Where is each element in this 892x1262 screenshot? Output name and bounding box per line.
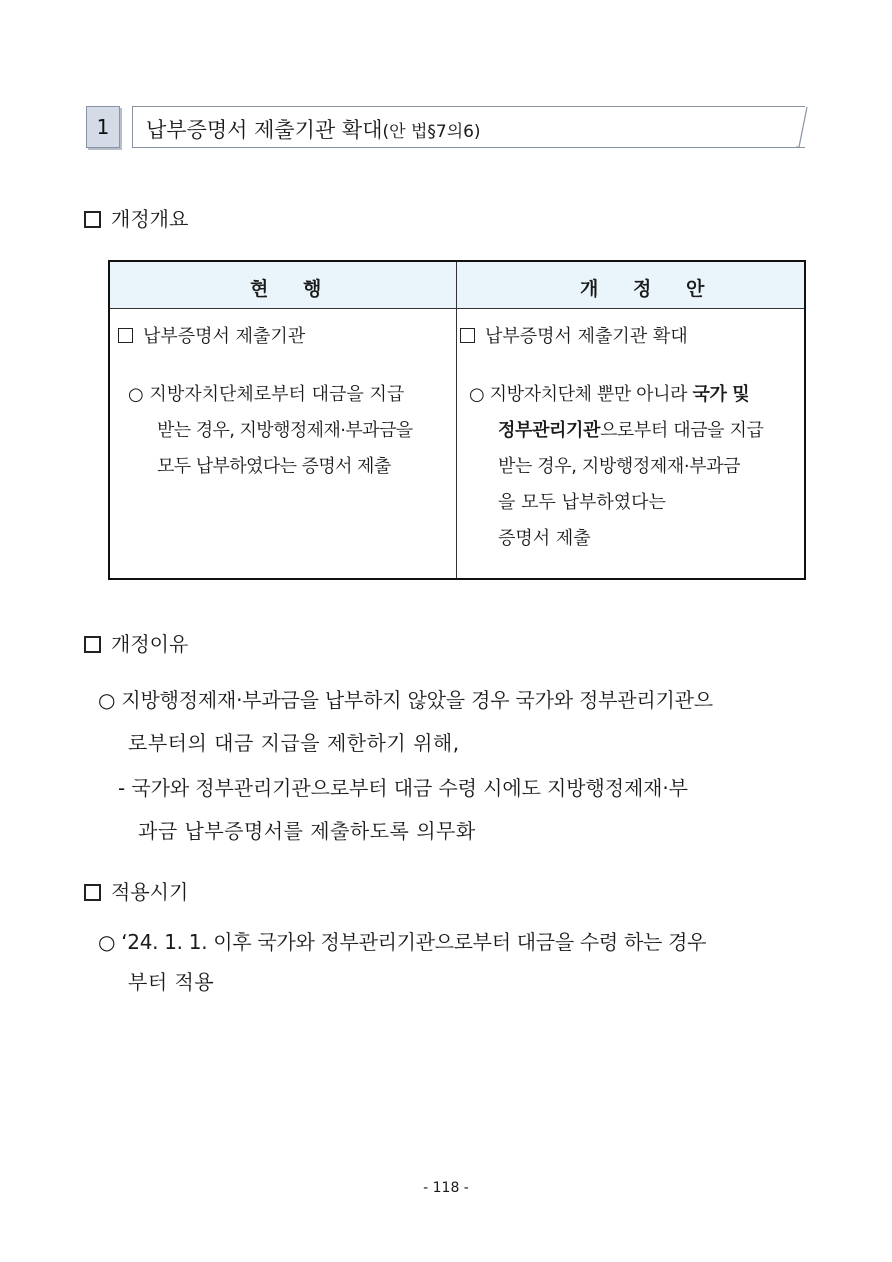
current-line1: ○ 지방자치단체로부터 대금을 지급 [128,384,405,405]
proposed-line2-b: 으로부터 대금을 지급 [599,420,764,441]
reason-p2-line1: - 국가와 정부관리기관으로부터 대금 수령 시에도 지방행정제재·부 [118,776,688,800]
square-bullet-icon [118,328,133,343]
proposed-line2-bold: 정부관리기관 [498,420,600,441]
section-reason-label: 개정이유 [111,632,189,656]
section-overview-label: 개정개요 [111,207,189,231]
section-timing [84,876,188,905]
proposed-line2 [498,416,763,442]
proposed-line5: 증명서 제출 [498,528,591,549]
section-number: 1 [86,106,120,148]
table-divider [456,262,457,578]
timing-line1: ○ ‘24. 1. 1. 이후 국가와 정부관리기관으로부터 대금을 수령 하는 경우 [98,930,707,954]
reason-p1-line2: 로부터의 대금 지급을 제한하기 위해, [128,731,460,755]
square-bullet-icon [460,328,475,343]
square-bullet-icon [84,211,101,228]
title-frame-slant [796,106,808,148]
proposed-line1-a: ○ 지방자치단체 뿐만 아니라 [469,384,693,405]
section-reason [84,628,188,657]
timing-line2: 부터 적용 [128,970,215,994]
proposed-line1-bold: 국가 및 [692,384,750,405]
proposed-line4: 을 모두 납부하였다는 [498,492,666,513]
current-line3: 모두 납부하였다는 증명서 제출 [157,456,391,477]
reason-p1-line1: ○ 지방행정제재·부과금을 납부하지 않았을 경우 국가와 정부관리기관으 [98,688,713,712]
header-proposed: 개 정 안 [580,278,719,300]
header-current: 현 행 [250,278,336,300]
proposed-line3: 받는 경우, 지방행정제재·부과금 [498,456,741,477]
current-heading [118,322,305,348]
proposed-heading [460,322,688,348]
square-bullet-icon [84,884,101,901]
current-line2: 받는 경우, 지방행정제재·부과금을 [157,420,413,441]
proposed-heading-text: 납부증명서 제출기관 확대 [485,326,688,347]
reason-p2-line2: 과금 납부증명서를 제출하도록 의무화 [138,819,476,843]
title-sub: (안 법§7의6) [382,122,481,142]
current-heading-text: 납부증명서 제출기관 [143,326,306,347]
square-bullet-icon [84,636,101,653]
page-number: - 118 - [423,1180,469,1196]
section-timing-label: 적용시기 [111,880,189,904]
title-main: 납부증명서 제출기관 확대 [146,118,383,142]
section-overview [84,203,188,232]
page-title [146,114,481,144]
proposed-line1 [469,380,749,406]
